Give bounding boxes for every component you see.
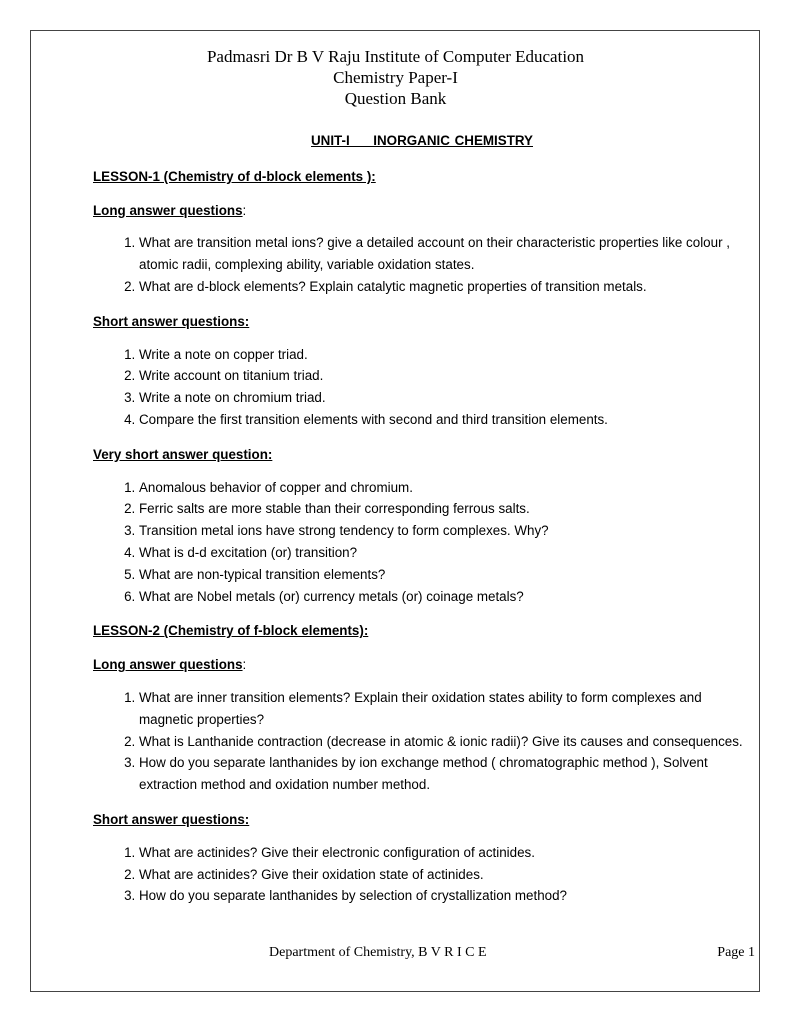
lesson-1-short-list xyxy=(93,344,751,431)
lesson-1-very-short-list xyxy=(93,477,751,608)
list-item: 3. Write a note on chromium triad. xyxy=(139,387,751,409)
list-item: 3. How do you separate lanthanides by ion exchange method ( chromatographic method ), Solvent extraction method and oxidation number method. xyxy=(139,752,751,796)
list-item: 6. What are Nobel metals (or) currency metals (or) coinage metals? xyxy=(139,586,751,608)
institute-name: Padmasri Dr B V Raju Institute of Computer Education xyxy=(206,47,585,66)
list-item: 1. Anomalous behavior of copper and chromium. xyxy=(139,477,751,499)
list-item: 2. Write account on titanium triad. xyxy=(139,365,751,387)
list-item: 2. What is Lanthanide contraction (decrease in atomic & ionic radii)? Give its causes and consequences. xyxy=(139,731,751,753)
list-item: 4. What is d-d excitation (or) transition? xyxy=(139,542,751,564)
list-item: 3. Transition metal ions have strong tendency to form complexes. Why? xyxy=(139,520,751,542)
list-item: 1. What are actinides? Give their electronic configuration of actinides. xyxy=(139,842,751,864)
section-label: Short answer questions: xyxy=(93,811,250,827)
section-label-suffix: : xyxy=(242,202,247,218)
section-label: Short answer questions: xyxy=(93,313,250,329)
list-item: 2. Ferric salts are more stable than their corresponding ferrous salts. xyxy=(139,498,751,520)
lesson-1-very-short-heading xyxy=(93,444,751,466)
unit-title: UNIT-I INORGANIC CHEMISTRY xyxy=(311,133,533,148)
lesson-1-title: LESSON-1 (Chemistry of d-block elements ): xyxy=(93,168,376,184)
footer-department: Department of Chemistry, B V R I C E xyxy=(269,945,487,960)
list-item: 1. What are transition metal ions? give a detailed account on their characteristic properties like colour , atomic radii, complexing ability, variable oxidation states. xyxy=(139,232,751,276)
section-label: Very short answer question: xyxy=(93,446,273,462)
lesson-1-long-heading xyxy=(93,200,751,222)
list-item: 2. What are d-block elements? Explain catalytic magnetic properties of transition metals. xyxy=(139,276,751,298)
page-number: Page 1 xyxy=(717,945,755,960)
section-label-suffix: : xyxy=(242,657,247,673)
lesson-2-title: LESSON-2 (Chemistry of f-block elements): xyxy=(93,623,369,639)
paper-title: Chemistry Paper-I xyxy=(333,68,458,87)
list-item: 4. Compare the first transition elements with second and third transition elements. xyxy=(139,409,751,431)
section-label: Long answer questions xyxy=(93,657,243,673)
list-item: 2. What are actinides? Give their oxidation state of actinides. xyxy=(139,864,751,886)
list-item: 5. What are non-typical transition elements? xyxy=(139,564,751,586)
list-item: 1. Write a note on copper triad. xyxy=(139,344,751,366)
lesson-1-long-list xyxy=(93,232,751,297)
lesson-2-short-heading xyxy=(93,809,751,831)
lesson-2-long-heading xyxy=(93,654,751,676)
page-footer xyxy=(0,942,791,963)
document-title: Question Bank xyxy=(344,89,447,108)
lesson-2-short-list xyxy=(93,842,751,907)
list-item: 3. How do you separate lanthanides by selection of crystallization method? xyxy=(139,885,751,907)
lesson-1-short-heading xyxy=(93,311,751,333)
section-label: Long answer questions xyxy=(93,202,243,218)
question-bank-content xyxy=(93,130,751,920)
list-item: 1. What are inner transition elements? Explain their oxidation states ability to form complexes and magnetic properties? xyxy=(139,687,751,731)
document-header xyxy=(0,46,791,109)
lesson-2-long-list xyxy=(93,687,751,796)
